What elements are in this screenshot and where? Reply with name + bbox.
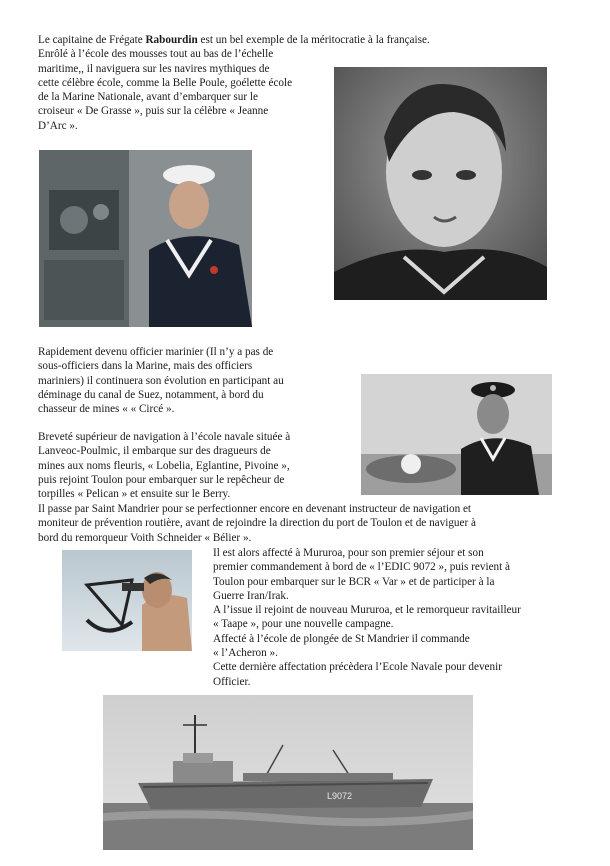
text-line: Enrôlé à l’école des mousses tout au bas de l’échelle xyxy=(38,48,274,61)
text-line: déminage du canal de Suez, notamment, à bord du xyxy=(38,388,264,401)
navigation-paragraph xyxy=(38,430,358,501)
text-line: Guerre Iran/Irak. xyxy=(213,589,289,602)
text-line: bord du remorqueur Voith Schneider « Bélier ». xyxy=(38,531,252,544)
text-line: D’Arc ». xyxy=(38,119,78,132)
text-line: premier commandement à bord de « l’EDIC 9072 », puis revient à xyxy=(213,561,511,574)
intro-paragraph: Le capitaine de Frégate Rabourdin est un bel exemple de la méritocratie à la française. Enrôlé à l’école des mousses tout au bas de l’échelle maritime,, il naviguera sur les navires mythiques de cette célèbre école, comme la Belle Poule, goélette école de la Marine Nationale, avant d’embarquer sur le croiseur « De Grasse », puis sur la célèbre « Jeanne D’Arc ». xyxy=(38,33,508,133)
captain-name: Rabourdin xyxy=(145,34,198,46)
text-line: torpilles « Pelican » et ensuite sur le Berry. xyxy=(38,488,231,501)
saint-mandrier-paragraph xyxy=(38,502,578,545)
text-line: de la Marine Nationale, avant d’embarquer sur le xyxy=(38,91,258,104)
text-line: A l’issue il rejoint de nouveau Mururoa, et le remorqueur ravitailleur xyxy=(213,604,521,617)
sextant-photo xyxy=(62,550,192,651)
ship-photo xyxy=(103,695,473,850)
text-line: chasseur de mines « « Circé ». xyxy=(38,403,175,416)
text-line: Lanveoc-Poulmic, il embarque sur des dragueurs de xyxy=(38,445,271,458)
text-line: mines aux noms fleuris, « Lobelia, Eglantine, Pivoine », xyxy=(38,459,290,472)
text-line: « Taape », pour une nouvelle campagne. xyxy=(213,618,394,631)
sailor-at-radio-photo xyxy=(39,150,252,327)
text-line: croiseur « De Grasse », puis sur la célèbre « Jeanne xyxy=(38,105,269,118)
text-line: Il passe par Saint Mandrier pour se perfectionner encore en devenant instructeur de navigation et xyxy=(38,503,472,515)
ship-hull-number: L9072 xyxy=(327,791,353,801)
mururoa-paragraph xyxy=(213,546,583,689)
text-line: Toulon pour embarquer sur le BCR « Var » et de participer à la xyxy=(213,575,495,588)
text-line: Cette dernière affectation précèdera l’Ecole Navale pour devenir xyxy=(213,661,502,674)
officer-marinier-paragraph xyxy=(38,345,338,416)
portrait-photo xyxy=(334,67,547,300)
text-line: puis rejoint Toulon pour embarquer sur le repêcheur de xyxy=(38,473,285,486)
text-line: Officier. xyxy=(213,675,251,688)
text-line: sous-officiers dans la Marine, mais des officiers xyxy=(38,360,253,373)
text-line: Breveté supérieur de navigation à l’école navale située à xyxy=(38,431,291,443)
text-line: « l’Acheron ». xyxy=(213,647,278,660)
text-line: Rapidement devenu officier marinier (Il n’y a pas de xyxy=(38,346,274,358)
officer-cap-photo xyxy=(361,374,552,495)
text-line: maritime,, il naviguera sur les navires mythiques de xyxy=(38,62,270,75)
text-line: cette célèbre école, comme la Belle Poule, goélette école xyxy=(38,76,293,89)
text-line: moniteur de prévention routière, avant de rejoindre la direction du port de Toulon et de naviguer à xyxy=(38,517,476,530)
text-line: Il est alors affecté à Mururoa, pour son premier séjour et son xyxy=(213,547,484,559)
text-line: mariniers) il continuera son évolution en participant au xyxy=(38,374,284,387)
text-line: Affecté à l’école de plongée de St Mandrier il commande xyxy=(213,632,470,645)
